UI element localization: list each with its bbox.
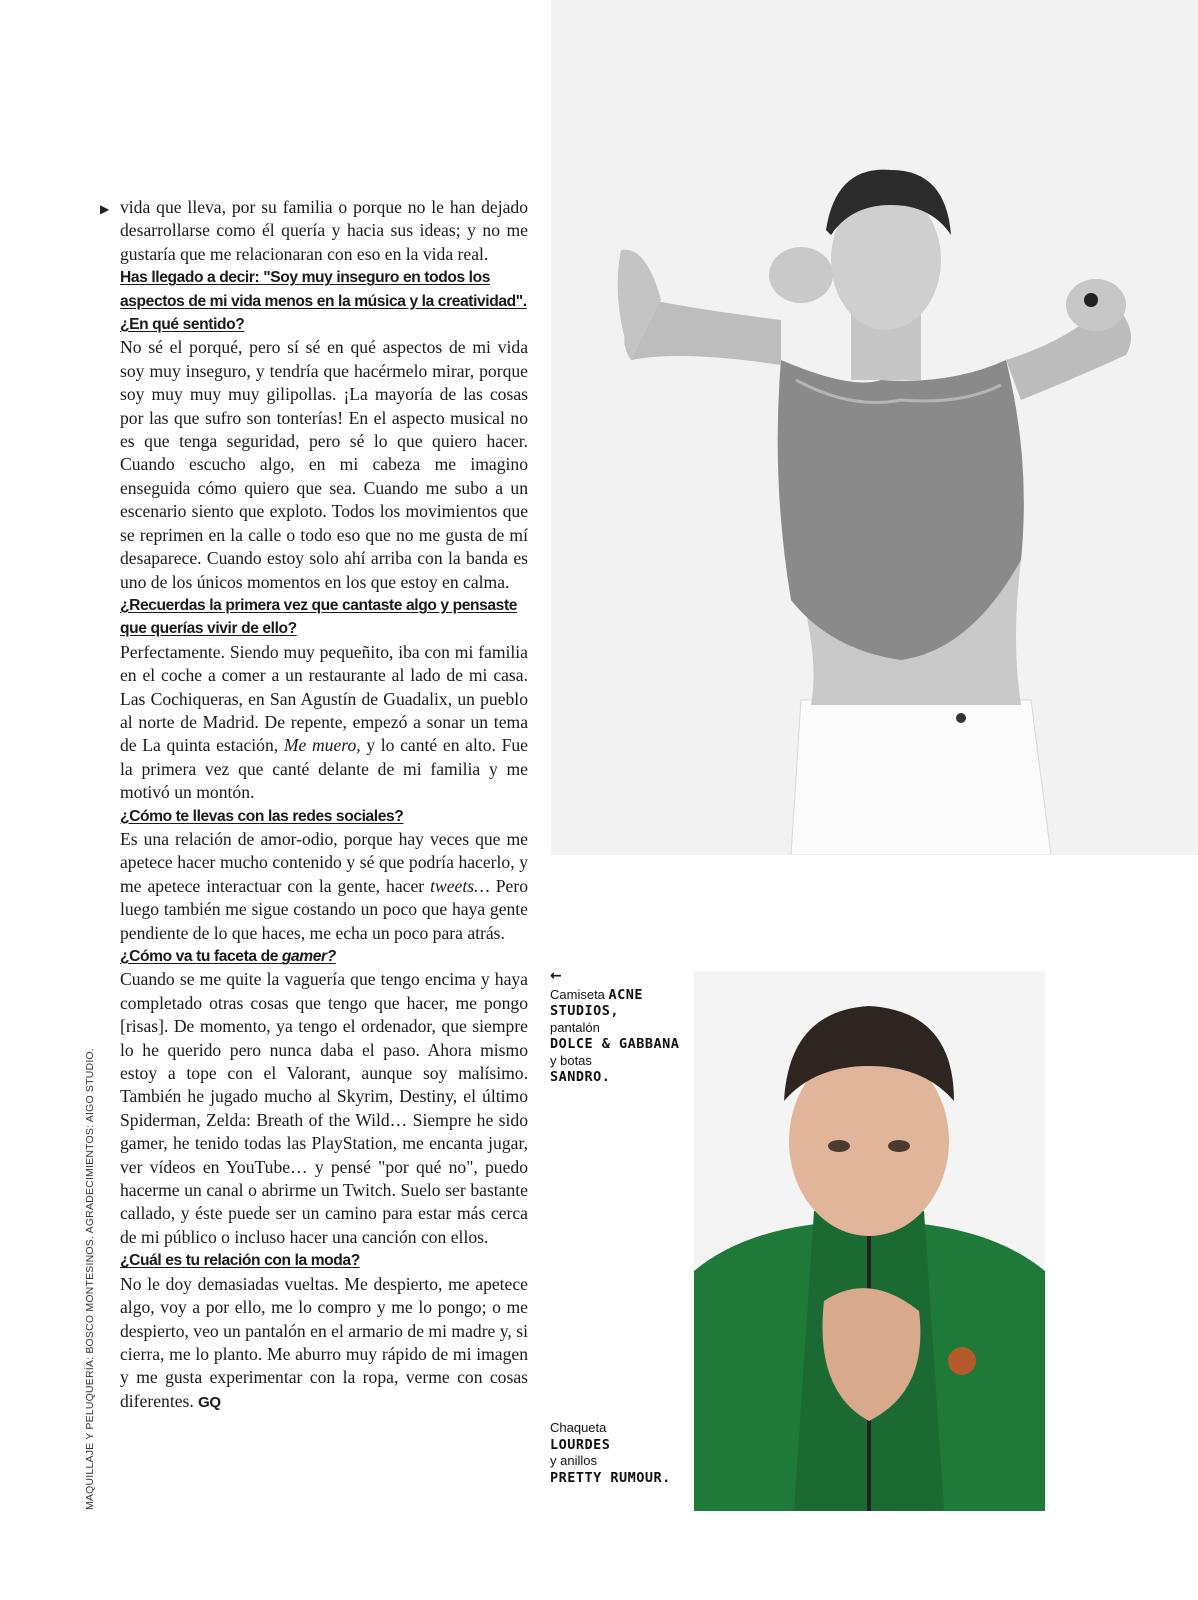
interview-column [100, 196, 528, 1414]
question-heading: Has llegado a decir: "Soy muy inseguro en todos los aspectos de mi vida menos en la música y la creatividad". ¿En qué sentido? [120, 269, 527, 334]
answer-paragraph: No le doy demasiadas vueltas. Me despierto, me apetece algo, voy a por ello, me lo compro y me lo pongo; o me despierto, veo un pantalón en el armario de mi madre y, si cierra, me lo planto. Me aburro muy rápido de mi imagen y me gusta experimentar con la ropa, verme con cosas diferentes. GQ [120, 1273, 528, 1411]
answer-paragraph: No sé el porqué, pero sí sé en qué aspectos de mi vida soy muy inseguro, y tendría que hacérmelo mirar, porque soy muy muy muy gilipollas. ¡La mayoría de las cosas por las que sufro son tonterías! En el aspecto musical no es que tenga seguridad, pero sé lo que quiero hacer. Cuando escucho algo, en mi cabeza me imagino enseguida cómo quiero que sea. Cuando me subo a un escenario siento que exploto. Todos los movimientos que se reprimen en la calle o todo eso que no me gusta de mí desaparece. Cuando estoy solo ahí arriba con la banda es uno de los únicos momentos en los que estoy en calma. [120, 337, 528, 592]
question-heading: ¿Cómo te llevas con las redes sociales? [120, 807, 404, 825]
photo-credit-vertical: MAQUILLAJE Y PELUQUERÍA: BOSCO MONTESINOS. AGRADECIMIENTOS: AIGO STUDIO. [84, 1048, 96, 1510]
photo-portrait-flexing [551, 0, 1198, 855]
continued-arrow-icon: ▶ [100, 202, 110, 216]
photo-illustration-top [551, 0, 1198, 855]
photo-illustration-bottom [694, 971, 1045, 1511]
answer-paragraph: vida que lleva, por su familia o porque no le han dejado desarrollarse como él quería y hacia sus ideas; y no me gustaría que me relacionaran con eso en la vida real. [120, 197, 528, 264]
gq-end-logo: GQ [198, 1393, 221, 1411]
answer-paragraph: Perfectamente. Siendo muy pequeñito, iba con mi familia en el coche a comer a un restaurante al lado de mi casa. Las Cochiqueras, en San Agustín de Guadalix, un pueblo al norte de Madrid. De repente, empezó a sonar un tema de La quinta estación, Me muero, y lo canté en alto. Fue la primera vez que canté delante de mi familia y me motivó un montón. [120, 641, 528, 803]
caption-outfit-2: Chaqueta LOURDES y anillos PRETTY RUMOUR. [550, 1420, 671, 1486]
caption-outfit-1: ← Camiseta ACNE STUDIOS, pantalón DOLCE & GABBANA y botas SANDRO. [550, 968, 690, 1086]
question-heading: ¿Cómo va tu faceta de gamer? [120, 948, 336, 965]
answer-paragraph: Es una relación de amor-odio, porque hay veces que me apetece hacer mucho contenido y sé que podría hacerlo, y me apetece interactuar con la gente, hacer tweets… Pero luego también me sigue costando un poco que haya gente pendiente de lo que haces, me echa un poco para atrás. [120, 828, 528, 943]
arrow-left-icon: ← [550, 968, 562, 984]
question-heading: ¿Cuál es tu relación con la moda? [120, 1252, 360, 1270]
answer-paragraph: Cuando se me quite la vaguería que tengo encima y haya completado otras cosas que tengo que hacer, me pongo [risas]. De momento, ya tengo el ordenador, que siempre lo he querido pero nunca daba el paso. Ahora mismo estoy a tope con el Valorant, aunque soy malísimo. También he jugado mucho al Skyrim, Destiny, el último Spiderman, Zelda: Breath of the Wild… Siempre he sido gamer, he tenido todas las PlayStation, me encanta jugar, ver vídeos en YouTube… y pensé "por qué no", puedo hacerme un canal o abrirme un Twitch. Suelo ser bastante callado, y éste puede ser un camino para estar más cerca de mi público o incluso hacer una canción con ellos. [120, 969, 528, 1247]
photo-portrait-green-jacket [694, 971, 1045, 1511]
question-heading: ¿Recuerdas la primera vez que cantaste algo y pensaste que querías vivir de ello? [120, 596, 518, 638]
